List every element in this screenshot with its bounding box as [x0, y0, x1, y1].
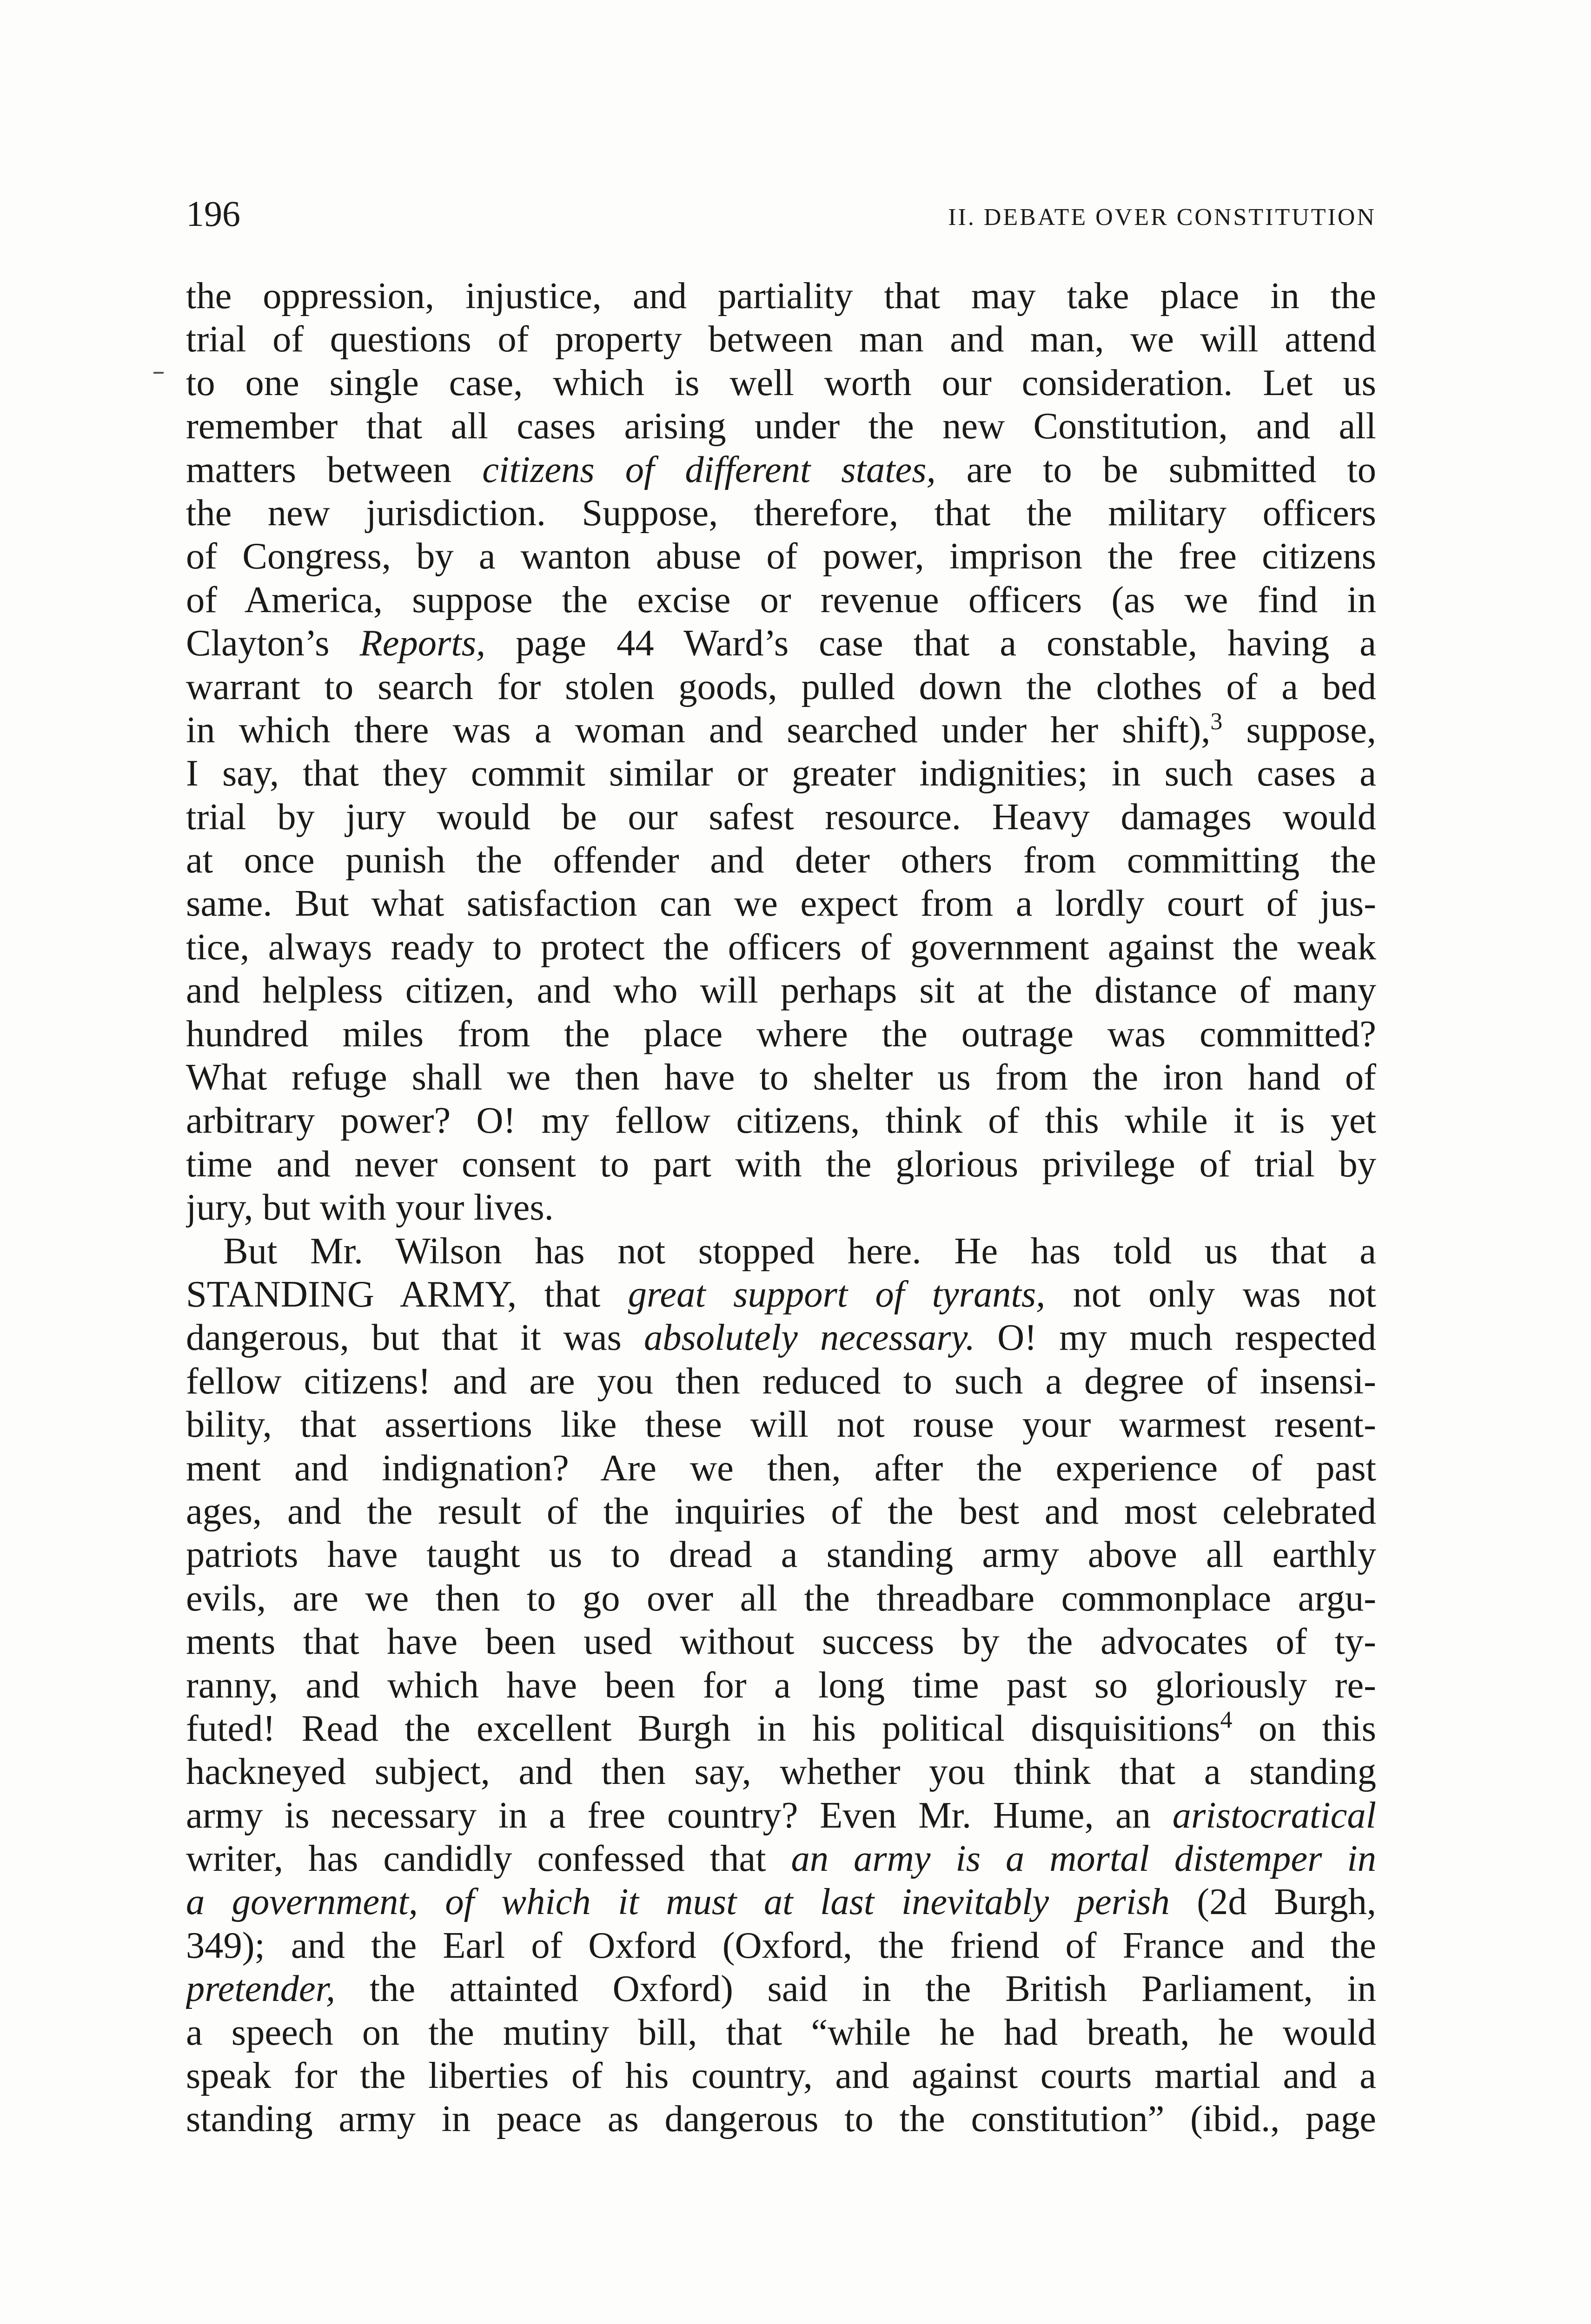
text-line: I say, that they commit similar or greater indignities; in such cases a — [186, 753, 1376, 794]
text-line: at once punish the offender and deter others from committing the — [186, 839, 1376, 881]
text-line: of America, suppose the excise or revenue officers (as we find in — [186, 579, 1376, 621]
text-line: ments that have been used without success by the advocates of ty- — [186, 1621, 1376, 1663]
text-line: fellow citizens! and are you then reduced to such a degree of insensi- — [186, 1360, 1376, 1402]
text-line: But Mr. Wilson has not stopped here. He has told us that a — [223, 1230, 1376, 1272]
page-number: 196 — [186, 193, 240, 234]
footnote-ref-3: 3 — [1210, 708, 1223, 735]
text-line: warrant to search for stolen goods, pulled down the clothes of a bed — [186, 666, 1376, 707]
text-line: writer, has candidly confessed that an army is a mortal distemper in — [186, 1838, 1376, 1880]
text-line: tice, always ready to protect the officers of government against the weak — [186, 926, 1376, 968]
italic-phrase: absolutely necessary. — [643, 1317, 975, 1359]
margin-mark — [153, 372, 164, 374]
text-line: dangerous, but that it was absolutely necessary. O! my much respected — [186, 1317, 1376, 1359]
text-line: a speech on the mutiny bill, that “while he had breath, he would — [186, 2011, 1376, 2053]
footnote-ref-4: 4 — [1220, 1706, 1233, 1733]
text-line: the oppression, injustice, and partiality that may take place in the — [186, 275, 1376, 317]
italic-phrase: an army is a mortal distemper in — [791, 1838, 1376, 1880]
text-line: army is necessary in a free country? Even Mr. Hume, an aristocratical — [186, 1794, 1376, 1836]
text-line: 349); and the Earl of Oxford (Oxford, the friend of France and the — [186, 1924, 1376, 1966]
section-title: II. DEBATE OVER CONSTITUTION — [948, 204, 1376, 231]
text-line: and helpless citizen, and who will perhaps sit at the distance of many — [186, 970, 1376, 1011]
text-line: ment and indignation? Are we then, after the experience of past — [186, 1447, 1376, 1489]
text-line: trial by jury would be our safest resource. Heavy damages would — [186, 796, 1376, 838]
text-line: to one single case, which is well worth our consideration. Let us — [186, 362, 1376, 403]
text-line: a government, of which it must at last inevitably perish (2d Burgh, — [186, 1881, 1376, 1923]
text-line: ages, and the result of the inquiries of the best and most celebrated — [186, 1490, 1376, 1532]
text-line: hundred miles from the place where the outrage was committed? — [186, 1013, 1376, 1055]
italic-phrase: Reports, — [359, 622, 486, 664]
text-line: Clayton’s Reports, page 44 Ward’s case that a constable, having a — [186, 622, 1376, 664]
text-line: pretender, the attainted Oxford) said in the British Parliament, in — [186, 1968, 1376, 2010]
text-line: hackneyed subject, and then say, whether you think that a standing — [186, 1751, 1376, 1793]
text-line: the new jurisdiction. Suppose, therefore, that the military officers — [186, 492, 1376, 534]
text-line: of Congress, by a wanton abuse of power, imprison the free citizens — [186, 535, 1376, 577]
text-line: matters between citizens of different states, are to be submitted to — [186, 449, 1376, 490]
text-line: in which there was a woman and searched under her shift),$^3$ suppose, — [186, 708, 1376, 751]
text-line: evils, are we then to go over all the threadbare commonplace argu- — [186, 1577, 1376, 1619]
body-text — [186, 274, 1376, 2141]
text-line: trial of questions of property between man and man, we will attend — [186, 318, 1376, 360]
text-line: remember that all cases arising under the new Constitution, and all — [186, 405, 1376, 447]
italic-phrase: citizens of different states, — [482, 449, 936, 490]
text-line: patriots have taught us to dread a standing army above all earthly — [186, 1534, 1376, 1576]
text-line: same. But what satisfaction can we expect from a lordly court of jus- — [186, 883, 1376, 924]
text-line: speak for the liberties of his country, and against courts martial and a — [186, 2055, 1376, 2097]
text-line: standing army in peace as dangerous to the constitution” (ibid., page — [186, 2098, 1376, 2140]
text-line: bility, that assertions like these will not rouse your warmest resent- — [186, 1404, 1376, 1446]
italic-phrase: great support of tyrants, — [628, 1273, 1046, 1315]
text-line: arbitrary power? O! my fellow citizens, think of this while it is yet — [186, 1100, 1376, 1142]
text-line: What refuge shall we then have to shelter us from the iron hand of — [186, 1056, 1376, 1098]
italic-phrase: pretender, — [186, 1968, 336, 2010]
text-line: time and never consent to part with the glorious privilege of trial by — [186, 1143, 1376, 1185]
italic-phrase: aristocratical — [1172, 1794, 1376, 1836]
text-line: ranny, and which have been for a long time past so gloriously re- — [186, 1664, 1376, 1706]
italic-phrase: a government, of which it must at last inevitably perish — [186, 1881, 1170, 1923]
running-head — [186, 191, 1376, 242]
text-line: STANDING ARMY, that great support of tyrants, not only was not — [186, 1273, 1376, 1315]
text-line: jury, but with your lives. — [186, 1187, 554, 1228]
text-line: futed! Read the excellent Burgh in his political disquisitions$^4$ on this — [186, 1706, 1376, 1749]
